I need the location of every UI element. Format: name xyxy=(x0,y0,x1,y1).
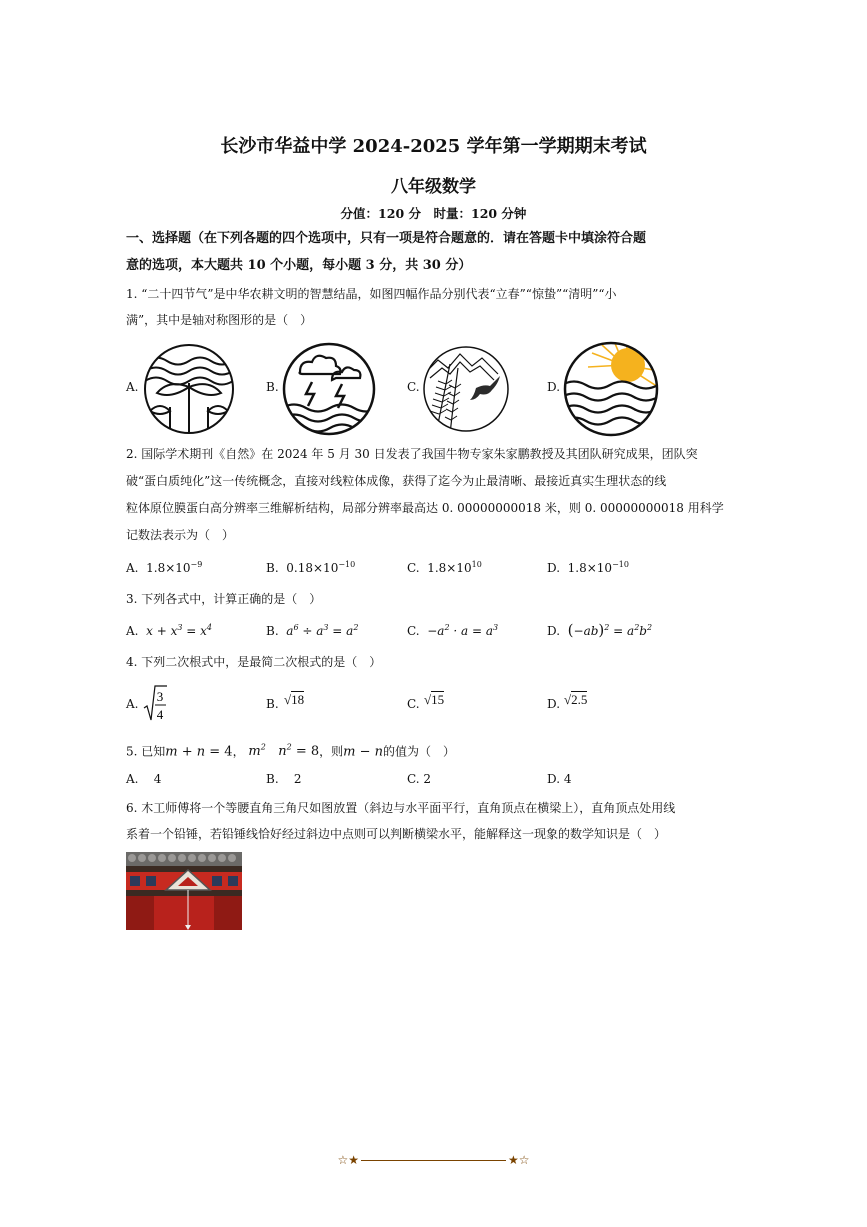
q3-option-c-label: C. xyxy=(407,624,420,638)
q2-option-c xyxy=(407,560,482,575)
q4-fraction-denominator: 4 xyxy=(156,707,164,722)
q4-option-b-radicand: 18 xyxy=(291,692,305,707)
q3-option-c xyxy=(407,623,498,638)
q2-option-a-label: A. xyxy=(126,561,139,575)
q5-condition-1: m + n = 4 xyxy=(165,744,233,760)
q1-option-a-label: A. xyxy=(126,380,139,394)
q2-line1: 2. 国际学术期刊《自然》在 2024 年 5 月 30 日发表了我国牛物专家朱家鹏教授及其团队研究成果，团队突 xyxy=(126,447,698,461)
q4-stem: 4. 下列二次根式中，是最简二次根式的是（ ） xyxy=(126,655,382,669)
footer-stars-left: ☆★ xyxy=(337,1153,359,1167)
q4-option-c-label: C. xyxy=(407,697,420,711)
footer-stars-right: ★☆ xyxy=(508,1153,530,1167)
q2-option-d-exp: −10 xyxy=(612,560,629,569)
thunder-cloud-circle-icon xyxy=(280,342,378,436)
q5-stem-prefix: 5. 已知 xyxy=(126,744,166,759)
q4-option-a-sqrt-fraction xyxy=(142,684,168,724)
sprout-circle-icon xyxy=(140,343,238,435)
q1-option-d-label: D. xyxy=(547,380,561,394)
carpenter-triangle-photo xyxy=(126,852,242,930)
q4-option-b-label: B. xyxy=(266,697,279,711)
q3-option-a-label: A. xyxy=(126,624,139,638)
q5-stem-suffix: ，则 xyxy=(319,744,344,759)
q2-option-a xyxy=(126,560,202,575)
footer-divider xyxy=(361,1160,506,1161)
q2-option-b-exp: −10 xyxy=(338,560,356,569)
sun-waves-circle-icon xyxy=(562,341,660,437)
q5-option-c-label: C. xyxy=(407,772,420,786)
q5-option-d-value: 4 xyxy=(563,772,572,786)
q2-option-b xyxy=(266,560,355,575)
q5-option-d-label: D. xyxy=(547,772,561,786)
q3-option-d xyxy=(547,621,652,639)
q2-option-d-label: D. xyxy=(547,561,561,575)
q2-option-d xyxy=(547,560,629,575)
q4-fraction-numerator: 3 xyxy=(156,689,164,704)
q3-option-b-formula: $a^6 \div a^3 = a^2$ xyxy=(286,623,359,638)
q3-option-a xyxy=(126,623,212,638)
exam-info: 分值：120 分 时量：120 分钟 xyxy=(340,206,527,221)
q4-option-b-sqrt: √18 xyxy=(284,692,305,707)
q5-option-c xyxy=(407,772,431,786)
q4-option-a-label: A. xyxy=(126,697,139,711)
q2-line3: 粒体原位膜蛋白高分辨率三维解析结构，局部分辨率最高达 0. 00000000018 米，则 0. 00000000018 用科学 xyxy=(126,501,724,515)
q3-option-c-formula: $-a^2 \cdot a = a^3$ xyxy=(427,623,499,638)
q5-option-d xyxy=(547,772,571,786)
q5-option-b-value: 2 xyxy=(293,772,302,786)
q6-line1: 6. 木工师傅将一个等腰直角三角尺如图放置（斜边与水平面平行，直角顶点在横梁上），直角顶点处用线 xyxy=(126,801,676,815)
exam-title: 长沙市华益中学 2024-2025 学年第一学期期末考试 xyxy=(220,136,647,157)
q5-option-a xyxy=(126,772,161,786)
q3-option-a-formula: $x + x^3 = x^4$ xyxy=(146,623,212,638)
q4-option-d-label: D. xyxy=(547,697,561,711)
q5-target-expression: m − n xyxy=(343,744,384,760)
exam-subtitle: 八年级数学 xyxy=(391,177,476,197)
q5-option-a-value: 4 xyxy=(153,772,162,786)
swallow-willow-circle-icon xyxy=(420,344,512,434)
q3-option-d-label: D. xyxy=(547,624,561,638)
q2-line4: 记数法表示为（ ） xyxy=(126,528,235,542)
q2-option-d-base: 1.8×10 xyxy=(567,561,613,575)
q2-option-c-exp: 10 xyxy=(471,560,482,569)
q2-option-c-label: C. xyxy=(407,561,420,575)
q3-stem: 3. 下列各式中，计算正确的是（ ） xyxy=(126,592,322,606)
section-heading-line2: 意的选项，本大题共 10 个小题，每小题 3 分，共 30 分） xyxy=(126,258,472,273)
q3-option-b xyxy=(266,623,358,638)
q2-option-b-label: B. xyxy=(266,561,279,575)
q3-option-b-label: B. xyxy=(266,624,279,638)
q2-option-a-base: 1.8×10 xyxy=(146,561,191,575)
q5-option-b xyxy=(266,772,302,786)
q5-stem: 5. 已知m + n = 4， $m^2$ $n^2 = 8$，则m − n的值为（ ） xyxy=(126,743,456,760)
q3-option-d-formula: $(-ab)^2 = a^2b^2$ xyxy=(567,621,653,639)
q4-option-c-radicand: 15 xyxy=(431,692,445,707)
q2-option-c-base: 1.8×10 xyxy=(427,561,472,575)
q1-line1: 1. “二十四节气”是中华农耕文明的智慧结晶，如图四幅作品分别代表“立春”“惊蛰”“清明”“小 xyxy=(126,287,617,301)
q1-option-c-label: C. xyxy=(407,380,420,394)
q5-condition-2: $m^2$ $n^2 = 8$ xyxy=(248,743,320,760)
section-heading-line1: 一、选择题（在下列各题的四个选项中，只有一项是符合题意的．请在答题卡中填涂符合题 xyxy=(126,231,647,246)
q4-option-c-sqrt: √15 xyxy=(424,692,445,707)
page-footer xyxy=(0,1153,867,1167)
q5-option-b-label: B. xyxy=(266,772,279,786)
q2-option-b-base: 0.18×10 xyxy=(286,561,339,575)
q2-option-a-exp: −9 xyxy=(190,560,203,569)
q4-option-d-radicand: 2.5 xyxy=(571,692,588,707)
q4-option-d-sqrt: √2.5 xyxy=(564,692,588,707)
q5-option-c-value: 2 xyxy=(423,772,432,786)
q1-line2: 满”，其中是轴对称图形的是（ ） xyxy=(126,313,313,327)
q6-line2: 系着一个铅锤，若铅锤线恰好经过斜边中点则可以判断横梁水平，能解释这一现象的数学知识是（ ） xyxy=(126,827,667,841)
q5-option-a-label: A. xyxy=(126,772,139,786)
q2-line2: 破“蛋白质纯化”这一传统概念，直接对线粒体成像，获得了迄今为止最清晰、最接近真实生理状态的线 xyxy=(126,474,667,488)
q5-stem-end: 的值为（ ） xyxy=(383,744,456,759)
q1-option-b-label: B. xyxy=(266,380,279,394)
